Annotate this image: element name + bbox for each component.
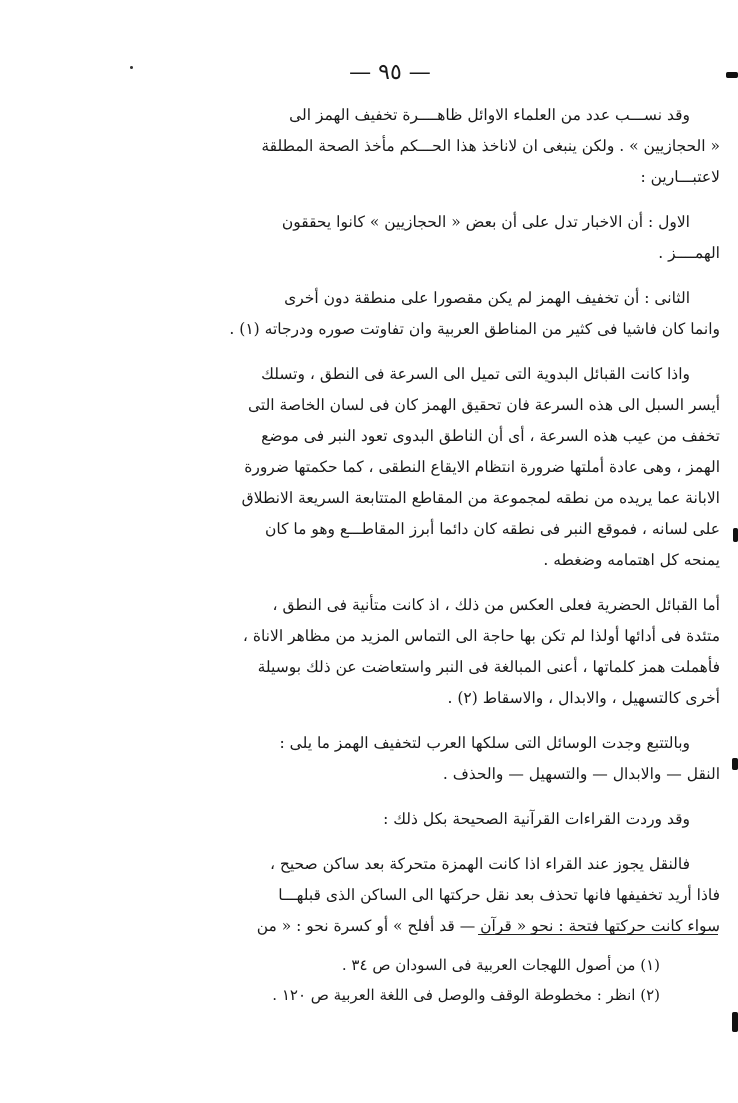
- scan-edge-mark: [732, 1012, 738, 1032]
- text-line: أما القبائل الحضرية فعلى العكس من ذلك ، اذ كانت متأنية فى النطق ،: [272, 596, 720, 614]
- text-line: الاول : أن الاخبار تدل على أن بعض « الحجازيين » كانوا يحققون: [281, 213, 690, 231]
- text-line: تخفف من عيب هذه السرعة ، أى أن الناطق البدوى تعود النبر فى موضع: [261, 427, 720, 445]
- paragraph-gap: [95, 835, 720, 849]
- paragraph: [95, 283, 720, 345]
- scan-edge-mark: [733, 528, 738, 542]
- text-line: وانما كان فاشيا فى كثير من المناطق العربية وان تفاوتت صوره ودرجاته (١) .: [229, 320, 720, 338]
- footnote-2: (٢) انظر : مخطوطة الوقف والوصل فى اللغة العربية ص ١٢٠ .: [272, 986, 660, 1004]
- paragraph-gap: [95, 345, 720, 359]
- footnote-1: (١) من أصول اللهجات العربية فى السودان ص ٣٤ .: [341, 956, 660, 974]
- scan-edge-mark: [726, 72, 738, 78]
- text-line: لاعتبـــارين :: [640, 168, 720, 186]
- paragraph: [95, 359, 720, 576]
- text-line: متئدة فى أدائها أولذا لم تكن بها حاجة الى التماس المزيد من مظاهر الاناة ،: [242, 627, 720, 645]
- text-line: فأهملت همز كلماتها ، أعنى المبالغة فى النبر واستعاضت عن ذلك بوسيلة: [257, 658, 720, 676]
- text-line: الابانة عما يريده من نطقه لمجموعة من المقاطع المتتابعة السريعة الانطلاق: [241, 489, 720, 507]
- text-line: وبالتتبع وجدت الوسائل التى سلكها العرب لتخفيف الهمز ما يلى :: [279, 734, 690, 752]
- paragraph-gap: [95, 714, 720, 728]
- footnotes: [95, 950, 660, 1010]
- text-line: الهمــــز .: [658, 244, 720, 262]
- scan-edge-mark: [732, 758, 738, 770]
- paragraph: [95, 100, 720, 193]
- text-line: يمنحه كل اهتمامه وضغطه .: [543, 551, 720, 569]
- paragraph: [95, 804, 720, 835]
- scan-speck: [130, 66, 133, 69]
- text-line: الهمز ، وهى عادة أملتها ضرورة انتظام الايقاع النطقى ، كما حكمتها ضرورة: [244, 458, 720, 476]
- page-number: — ٩٥ —: [349, 60, 431, 85]
- paragraph-gap: [95, 193, 720, 207]
- paragraph: [95, 849, 720, 942]
- text-line: أخرى كالتسهيل ، والابدال ، والاسقاط (٢) .: [447, 689, 720, 707]
- paragraph-gap: [95, 576, 720, 590]
- text-line: النقل — والابدال — والتسهيل — والحذف .: [442, 765, 720, 783]
- text-line: على لسانه ، فموقع النبر فى نطقه كان دائما أبرز المقاطـــع وهو ما كان: [264, 520, 720, 538]
- paragraph-gap: [95, 790, 720, 804]
- paragraph: [95, 728, 720, 790]
- text-line: وقد نســـب عدد من العلماء الاوائل ظاهــــرة تخفيف الهمز الى: [289, 106, 690, 124]
- text-line: وقد وردت القراءات القرآنية الصحيحة بكل ذلك :: [383, 810, 690, 828]
- text-line: « الحجازيين » . ولكن ينبغى ان لاناخذ هذا الحـــكم مأخذ الصحة المطلقة: [261, 137, 720, 155]
- footnote-divider: [478, 934, 718, 935]
- text-line: أيسر السبل الى هذه السرعة فان تحقيق الهمز كان فى لسان الخاصة التى: [247, 396, 720, 414]
- text-line: فالنقل يجوز عند القراء اذا كانت الهمزة متحركة بعد ساكن صحيح ،: [269, 855, 690, 873]
- paragraph: [95, 590, 720, 714]
- text-line: واذا كانت القبائل البدوية التى تميل الى السرعة فى النطق ، وتسلك: [261, 365, 690, 383]
- text-line: الثانى : أن تخفيف الهمز لم يكن مقصورا على منطقة دون أخرى: [284, 289, 690, 307]
- body-text: [95, 100, 720, 942]
- paragraph-gap: [95, 269, 720, 283]
- paragraph: [95, 207, 720, 269]
- text-line: سواء كانت حركتها فتحة : نحو « قرآن — قد أفلح » أو كسرة نحو : « من: [256, 917, 720, 935]
- text-line: فاذا أريد تخفيفها فانها تحذف بعد نقل حركتها الى الساكن الذى قبلهـــا: [278, 886, 720, 904]
